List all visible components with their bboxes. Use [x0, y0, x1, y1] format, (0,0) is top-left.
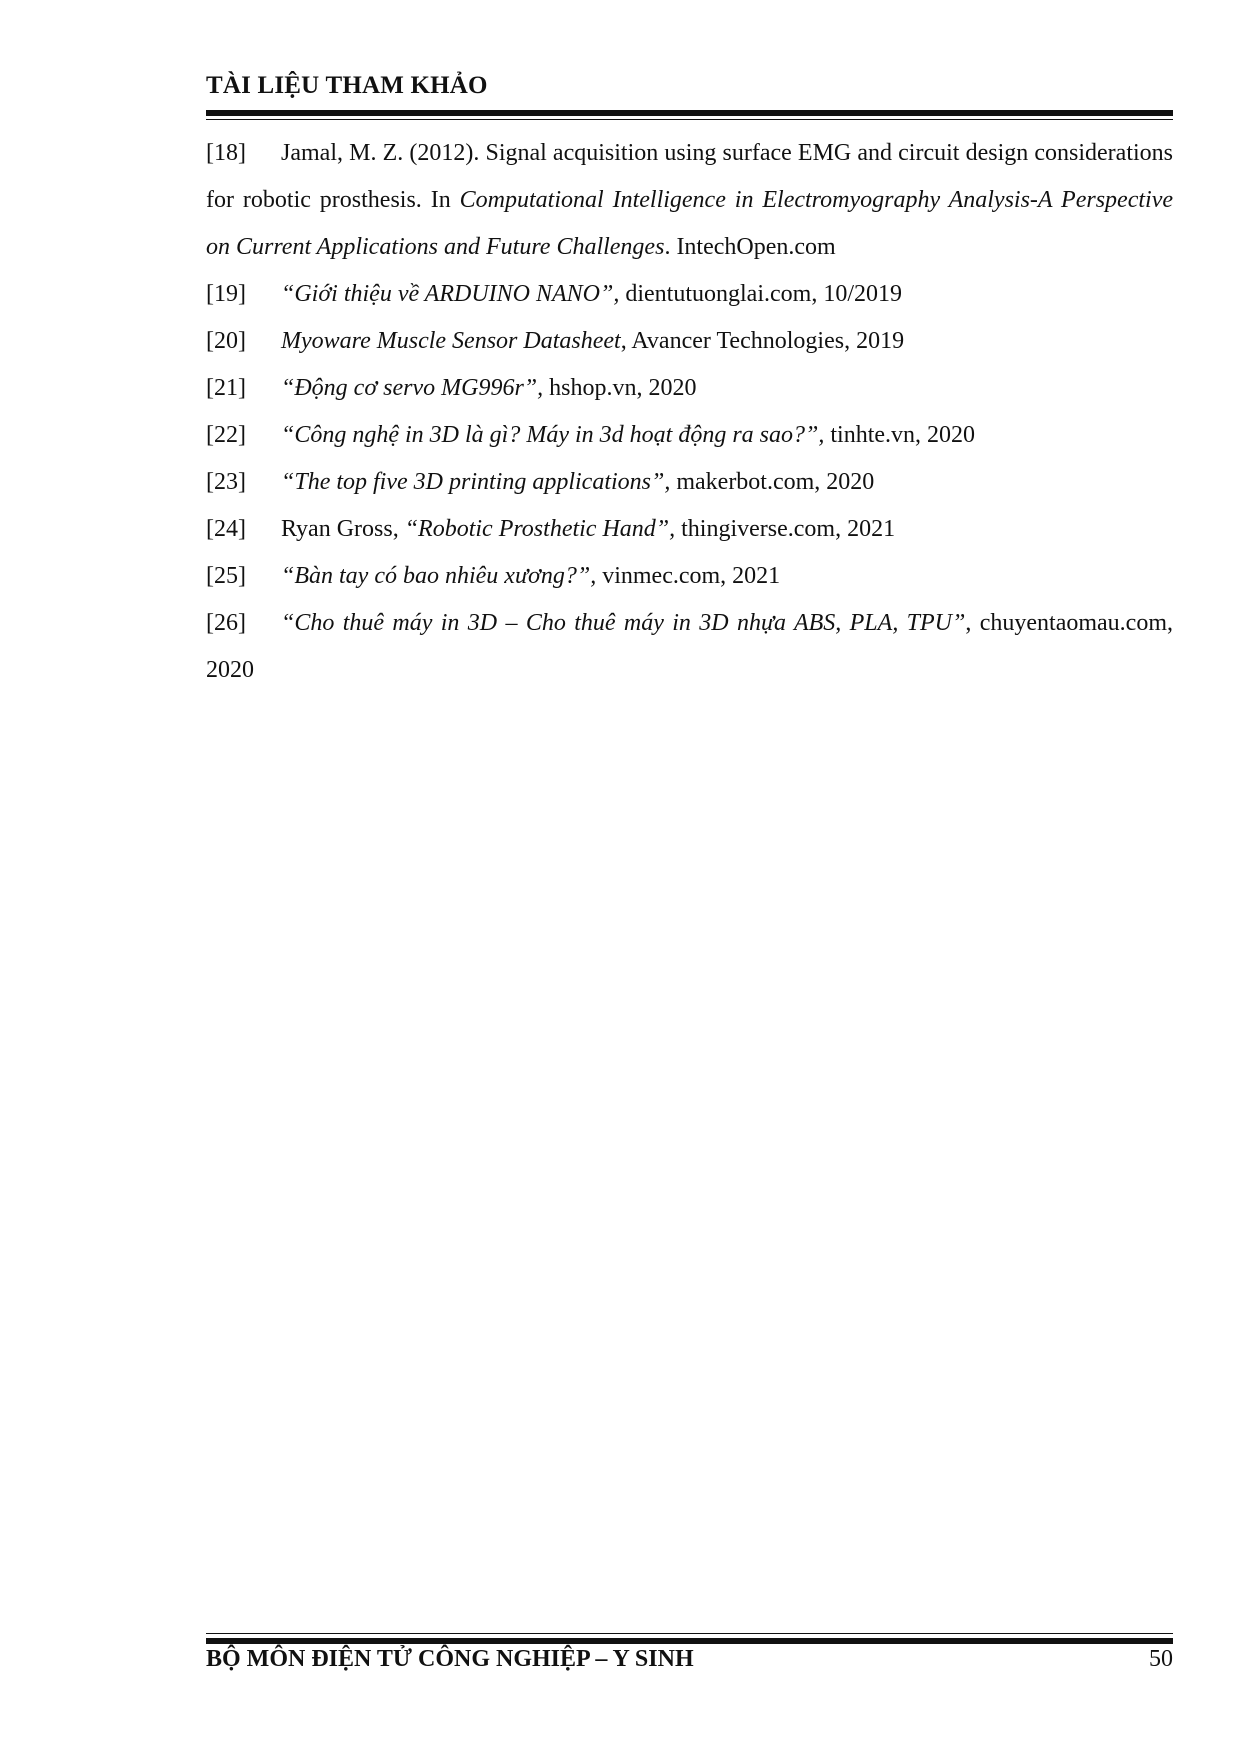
footer-department: BỘ MÔN ĐIỆN TỬ CÔNG NGHIỆP – Y SINH — [206, 1646, 694, 1672]
reference-number: [25] — [206, 563, 246, 589]
reference-italic-title: “Giới thiệu về ARDUINO NANO”, — [281, 281, 620, 307]
reference-item — [206, 271, 1173, 318]
reference-item — [206, 318, 1173, 365]
reference-item — [206, 600, 1173, 694]
reference-item — [206, 365, 1173, 412]
reference-source: hshop.vn, 2020 — [543, 375, 697, 401]
reference-number: [18] — [206, 140, 246, 166]
page-number: 50 — [1149, 1646, 1173, 1672]
reference-source: dientutuonglai.com, 10/2019 — [619, 281, 902, 307]
reference-item — [206, 130, 1173, 271]
reference-number: [20] — [206, 328, 246, 354]
reference-text: Jamal, M. Z. (2012). Signal acquisition using surface EMG and circuit design considerations for robotic prosthesis. In — [206, 140, 1173, 213]
reference-italic-title: “Cho thuê máy in 3D – Cho thuê máy in 3D nhựa ABS, PLA, TPU” — [281, 610, 966, 636]
header-rule-thick — [206, 110, 1173, 116]
page-header-title: TÀI LIỆU THAM KHẢO — [206, 72, 488, 99]
reference-number: [21] — [206, 375, 246, 401]
reference-item — [206, 506, 1173, 553]
reference-source: , chuyentaomau.com, 2020 — [206, 610, 1174, 683]
reference-italic-title: “Động cơ servo MG996r”, — [281, 375, 544, 401]
footer-rule-thick — [206, 1638, 1173, 1644]
reference-italic-title: “Công nghệ in 3D là gì? Máy in 3d hoạt động ra sao?”, — [281, 422, 825, 448]
reference-item — [206, 553, 1173, 600]
reference-italic-title: “Robotic Prosthetic Hand”, — [404, 516, 676, 542]
reference-number: [26] — [206, 610, 246, 636]
reference-source: tinhte.vn, 2020 — [824, 422, 976, 448]
header-rule-thin — [206, 119, 1173, 120]
reference-item — [206, 412, 1173, 459]
reference-text: Ryan Gross, — [281, 516, 405, 542]
reference-number: [22] — [206, 422, 246, 448]
reference-italic-title: “Bàn tay có bao nhiêu xương?”, — [281, 563, 597, 589]
reference-number: [24] — [206, 516, 246, 542]
reference-number: [23] — [206, 469, 246, 495]
reference-italic-title: Myoware Muscle Sensor Datasheet — [281, 328, 621, 354]
reference-item — [206, 459, 1173, 506]
reference-italic-title: “The top five 3D printing applications”, — [281, 469, 671, 495]
reference-source: thingiverse.com, 2021 — [675, 516, 896, 542]
footer-rule-thin — [206, 1633, 1173, 1634]
reference-source: . IntechOpen.com — [664, 234, 836, 260]
reference-italic-title: Computational Intelligence in Electromyography Analysis-A Perspective on Current Applications and Future Challenges — [206, 187, 1173, 260]
reference-number: [19] — [206, 281, 246, 307]
reference-source: makerbot.com, 2020 — [670, 469, 875, 495]
reference-source: vinmec.com, 2021 — [596, 563, 781, 589]
reference-list — [206, 130, 1173, 694]
reference-source: , Avancer Technologies, 2019 — [620, 328, 905, 354]
